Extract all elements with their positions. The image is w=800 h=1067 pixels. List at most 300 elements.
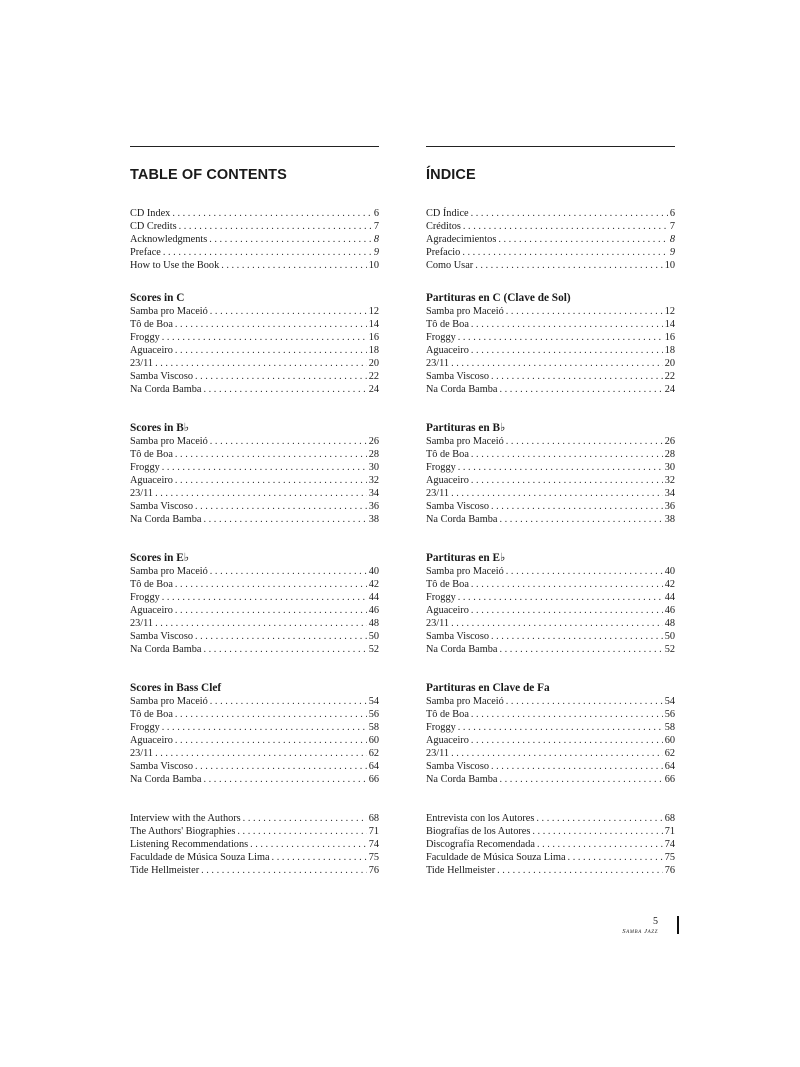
entry-page-number: 26 xyxy=(368,436,379,447)
dot-leader xyxy=(162,331,367,344)
entry-page-number: 26 xyxy=(664,436,675,447)
entry-page-number: 10 xyxy=(664,260,675,271)
toc-section xyxy=(426,812,675,877)
toc-section xyxy=(426,292,675,396)
toc-entry xyxy=(130,383,379,396)
toc-entry xyxy=(426,461,675,474)
toc-entry xyxy=(426,357,675,370)
entry-label: Samba pro Maceió xyxy=(130,566,208,577)
toc-entry xyxy=(130,474,379,487)
entry-label: Tide Hellmeister xyxy=(130,865,200,876)
entry-page-number: 48 xyxy=(368,618,379,629)
entry-label: Froggy xyxy=(426,592,456,603)
dot-leader xyxy=(163,246,372,259)
entry-label: Na Corda Bamba xyxy=(426,644,498,655)
dot-leader xyxy=(210,565,367,578)
entry-page-number: 76 xyxy=(368,865,379,876)
entry-page-number: 75 xyxy=(368,852,379,863)
toc-entry xyxy=(130,487,379,500)
entry-label: The Authors' Biographies xyxy=(130,826,236,837)
entry-label: Tô de Boa xyxy=(426,449,469,460)
entry-label: Biografías de los Autores xyxy=(426,826,531,837)
toc-entry xyxy=(130,604,379,617)
entry-label: Tô de Boa xyxy=(426,579,469,590)
toc-entry xyxy=(130,207,379,220)
entry-page-number: 24 xyxy=(368,384,379,395)
entry-page-number: 68 xyxy=(368,813,379,824)
entry-page-number: 6 xyxy=(373,208,379,219)
entry-label: Na Corda Bamba xyxy=(130,644,202,655)
dot-leader xyxy=(179,220,372,233)
indice-sections xyxy=(426,207,675,877)
entry-label: Na Corda Bamba xyxy=(130,514,202,525)
dot-leader xyxy=(536,812,662,825)
entry-label: Samba pro Maceió xyxy=(426,696,504,707)
dot-leader xyxy=(175,604,367,617)
toc-entry xyxy=(130,760,379,773)
toc-entry xyxy=(130,643,379,656)
entry-page-number: 46 xyxy=(664,605,675,616)
entry-label: Samba Viscoso xyxy=(130,631,193,642)
dot-leader xyxy=(172,207,372,220)
toc-entry xyxy=(426,331,675,344)
entry-label: Froggy xyxy=(426,462,456,473)
entry-page-number: 20 xyxy=(368,358,379,369)
toc-entry xyxy=(426,604,675,617)
entry-page-number: 14 xyxy=(664,319,675,330)
entry-page-number: 7 xyxy=(373,221,379,232)
entry-label: Tô de Boa xyxy=(130,579,173,590)
entry-label: Samba Viscoso xyxy=(130,371,193,382)
dot-leader xyxy=(458,461,663,474)
toc-entry xyxy=(426,812,675,825)
toc-section xyxy=(130,682,379,786)
section-heading: Partituras en E♭ xyxy=(426,552,506,564)
dot-leader xyxy=(195,370,367,383)
dot-leader xyxy=(204,513,367,526)
indice-title: ÍNDICE xyxy=(426,167,476,183)
toc-entry xyxy=(426,747,675,760)
dot-leader xyxy=(500,643,663,656)
entry-label: Aguaceiro xyxy=(130,735,173,746)
entry-label: 23/11 xyxy=(426,618,450,629)
entry-page-number: 12 xyxy=(664,306,675,317)
toc-entry xyxy=(426,838,675,851)
toc-entry xyxy=(426,370,675,383)
entry-label: Agradecimientos xyxy=(426,234,497,245)
entry-page-number: 22 xyxy=(664,371,675,382)
entry-page-number: 9 xyxy=(373,247,379,258)
dot-leader xyxy=(471,578,663,591)
top-rule xyxy=(130,146,379,147)
entry-label: Na Corda Bamba xyxy=(130,384,202,395)
dot-leader xyxy=(201,864,367,877)
entry-label: Samba pro Maceió xyxy=(426,306,504,317)
dot-leader xyxy=(471,474,663,487)
entry-page-number: 28 xyxy=(368,449,379,460)
toc-entry xyxy=(130,331,379,344)
dot-leader xyxy=(175,708,367,721)
dot-leader xyxy=(175,318,367,331)
entry-label: Samba pro Maceió xyxy=(130,696,208,707)
entry-label: Tô de Boa xyxy=(130,709,173,720)
dot-leader xyxy=(210,695,367,708)
entry-page-number: 60 xyxy=(664,735,675,746)
dot-leader xyxy=(195,760,367,773)
entry-page-number: 42 xyxy=(368,579,379,590)
dot-leader xyxy=(497,864,663,877)
toc-entry xyxy=(426,435,675,448)
entry-page-number: 38 xyxy=(368,514,379,525)
entry-page-number: 22 xyxy=(368,371,379,382)
dot-leader xyxy=(451,487,663,500)
entry-label: Aguaceiro xyxy=(130,605,173,616)
entry-label: Prefacio xyxy=(426,247,461,258)
entry-page-number: 76 xyxy=(664,865,675,876)
entry-label: Aguaceiro xyxy=(426,345,469,356)
toc-spanish-column xyxy=(426,146,675,877)
toc-entry xyxy=(130,513,379,526)
dot-leader xyxy=(155,357,367,370)
toc-section xyxy=(426,552,675,656)
entry-page-number: 32 xyxy=(664,475,675,486)
toc-entry xyxy=(426,448,675,461)
entry-label: Samba pro Maceió xyxy=(426,436,504,447)
dot-leader xyxy=(195,500,367,513)
toc-entry xyxy=(426,305,675,318)
entry-page-number: 66 xyxy=(368,774,379,785)
section-heading: Scores in E♭ xyxy=(130,552,190,564)
entry-label: 23/11 xyxy=(426,748,450,759)
dot-leader xyxy=(175,448,367,461)
toc-entry xyxy=(130,630,379,643)
entry-page-number: 8 xyxy=(373,234,379,245)
entry-label: Samba Viscoso xyxy=(426,761,489,772)
entry-label: Samba pro Maceió xyxy=(426,566,504,577)
dot-leader xyxy=(471,344,663,357)
toc-entry xyxy=(130,721,379,734)
entry-page-number: 30 xyxy=(664,462,675,473)
toc-section xyxy=(426,422,675,526)
dot-leader xyxy=(532,825,662,838)
toc-section xyxy=(130,207,379,272)
entry-label: 23/11 xyxy=(426,488,450,499)
entry-label: Froggy xyxy=(426,722,456,733)
entry-page-number: 58 xyxy=(368,722,379,733)
section-heading: Partituras en C (Clave de Sol) xyxy=(426,292,571,304)
entry-label: Faculdade de Música Souza Lima xyxy=(426,852,566,863)
dot-leader xyxy=(506,435,663,448)
toc-entry xyxy=(130,246,379,259)
toc-entry xyxy=(426,760,675,773)
dot-leader xyxy=(458,721,663,734)
dot-leader xyxy=(475,259,663,272)
entry-page-number: 50 xyxy=(664,631,675,642)
toc-entry xyxy=(130,838,379,851)
dot-leader xyxy=(250,838,367,851)
entry-page-number: 56 xyxy=(664,709,675,720)
entry-label: Aguaceiro xyxy=(130,475,173,486)
entry-page-number: 44 xyxy=(664,592,675,603)
entry-page-number: 64 xyxy=(664,761,675,772)
toc-entry xyxy=(426,500,675,513)
dot-leader xyxy=(500,383,663,396)
toc-entry xyxy=(426,630,675,643)
toc-entry xyxy=(130,851,379,864)
dot-leader xyxy=(155,487,367,500)
entry-label: 23/11 xyxy=(426,358,450,369)
toc-entry xyxy=(426,734,675,747)
toc-entry xyxy=(130,695,379,708)
entry-label: Tô de Boa xyxy=(130,319,173,330)
toc-sections xyxy=(130,207,379,877)
dot-leader xyxy=(491,500,663,513)
toc-english-column xyxy=(130,146,379,877)
toc-entry xyxy=(130,318,379,331)
toc-entry xyxy=(130,617,379,630)
dot-leader xyxy=(491,370,663,383)
toc-entry xyxy=(426,344,675,357)
entry-label: Samba Viscoso xyxy=(426,371,489,382)
entry-label: 23/11 xyxy=(130,488,154,499)
entry-label: Samba pro Maceió xyxy=(130,436,208,447)
entry-label: Samba Viscoso xyxy=(426,631,489,642)
entry-page-number: 71 xyxy=(368,826,379,837)
toc-entry xyxy=(130,812,379,825)
toc-entry xyxy=(130,773,379,786)
entry-page-number: 48 xyxy=(664,618,675,629)
entry-page-number: 36 xyxy=(368,501,379,512)
toc-entry xyxy=(130,500,379,513)
dot-leader xyxy=(462,246,668,259)
entry-page-number: 36 xyxy=(664,501,675,512)
dot-leader xyxy=(195,630,367,643)
dot-leader xyxy=(162,721,367,734)
entry-label: Listening Recommendations xyxy=(130,839,249,850)
toc-section xyxy=(426,207,675,272)
dot-leader xyxy=(506,565,663,578)
entry-page-number: 56 xyxy=(368,709,379,720)
toc-section xyxy=(130,812,379,877)
dot-leader xyxy=(498,233,668,246)
entry-page-number: 54 xyxy=(664,696,675,707)
entry-label: Créditos xyxy=(426,221,461,232)
dot-leader xyxy=(458,591,663,604)
dot-leader xyxy=(175,474,367,487)
toc-entry xyxy=(426,643,675,656)
entry-page-number: 68 xyxy=(664,813,675,824)
entry-page-number: 7 xyxy=(669,221,675,232)
toc-entry xyxy=(130,461,379,474)
toc-entry xyxy=(130,565,379,578)
toc-entry xyxy=(426,864,675,877)
toc-entry xyxy=(426,246,675,259)
entry-label: Preface xyxy=(130,247,161,258)
entry-label: Entrevista con los Autores xyxy=(426,813,535,824)
entry-page-number: 24 xyxy=(664,384,675,395)
toc-entry xyxy=(130,344,379,357)
entry-page-number: 52 xyxy=(368,644,379,655)
toc-entry xyxy=(130,259,379,272)
dot-leader xyxy=(162,461,367,474)
dot-leader xyxy=(506,695,663,708)
entry-label: 23/11 xyxy=(130,358,154,369)
entry-page-number: 16 xyxy=(664,332,675,343)
entry-page-number: 32 xyxy=(368,475,379,486)
entry-label: Tô de Boa xyxy=(426,709,469,720)
toc-entry xyxy=(426,825,675,838)
entry-label: Tô de Boa xyxy=(130,449,173,460)
dot-leader xyxy=(471,207,668,220)
top-rule xyxy=(426,146,675,147)
entry-label: Froggy xyxy=(130,722,160,733)
toc-entry xyxy=(130,448,379,461)
entry-page-number: 71 xyxy=(664,826,675,837)
dot-leader xyxy=(471,604,663,617)
section-heading: Partituras en B♭ xyxy=(426,422,506,434)
dot-leader xyxy=(451,617,663,630)
entry-page-number: 6 xyxy=(669,208,675,219)
dot-leader xyxy=(175,578,367,591)
dot-leader xyxy=(471,318,663,331)
dot-leader xyxy=(463,220,668,233)
dot-leader xyxy=(451,357,663,370)
dot-leader xyxy=(155,747,367,760)
section-heading: Scores in C xyxy=(130,292,185,304)
entry-label: 23/11 xyxy=(130,748,154,759)
toc-entry xyxy=(426,773,675,786)
entry-label: Tide Hellmeister xyxy=(426,865,496,876)
toc-entry xyxy=(426,220,675,233)
entry-label: Tô de Boa xyxy=(426,319,469,330)
entry-page-number: 9 xyxy=(669,247,675,258)
entry-page-number: 74 xyxy=(664,839,675,850)
dot-leader xyxy=(221,259,366,272)
dot-leader xyxy=(272,851,367,864)
entry-label: How to Use the Book xyxy=(130,260,220,271)
toc-entry xyxy=(426,708,675,721)
entry-page-number: 54 xyxy=(368,696,379,707)
entry-label: Aguaceiro xyxy=(426,735,469,746)
section-heading: Scores in Bass Clef xyxy=(130,682,222,694)
toc-entry xyxy=(426,233,675,246)
dot-leader xyxy=(209,233,372,246)
toc-entry xyxy=(130,708,379,721)
toc-entry xyxy=(426,487,675,500)
toc-entry xyxy=(426,513,675,526)
entry-page-number: 10 xyxy=(368,260,379,271)
entry-label: Na Corda Bamba xyxy=(426,514,498,525)
section-heading: Scores in B♭ xyxy=(130,422,190,434)
entry-label: Samba pro Maceió xyxy=(130,306,208,317)
toc-title: TABLE OF CONTENTS xyxy=(130,167,287,183)
entry-label: Froggy xyxy=(130,592,160,603)
toc-entry xyxy=(130,220,379,233)
toc-entry xyxy=(130,734,379,747)
entry-page-number: 8 xyxy=(669,234,675,245)
toc-entry xyxy=(426,383,675,396)
toc-entry xyxy=(130,435,379,448)
entry-label: Samba Viscoso xyxy=(130,501,193,512)
dot-leader xyxy=(471,734,663,747)
entry-page-number: 66 xyxy=(664,774,675,785)
dot-leader xyxy=(204,383,367,396)
entry-label: CD Índice xyxy=(426,208,469,219)
dot-leader xyxy=(500,513,663,526)
toc-entry xyxy=(130,357,379,370)
dot-leader xyxy=(500,773,663,786)
section-heading: Partituras en Clave de Fa xyxy=(426,682,550,694)
entry-page-number: 60 xyxy=(368,735,379,746)
dot-leader xyxy=(506,305,663,318)
entry-label: 23/11 xyxy=(130,618,154,629)
dot-leader xyxy=(162,591,367,604)
entry-page-number: 34 xyxy=(664,488,675,499)
entry-page-number: 64 xyxy=(368,761,379,772)
entry-page-number: 14 xyxy=(368,319,379,330)
entry-label: CD Credits xyxy=(130,221,177,232)
entry-page-number: 12 xyxy=(368,306,379,317)
entry-page-number: 75 xyxy=(664,852,675,863)
toc-entry xyxy=(426,851,675,864)
entry-page-number: 16 xyxy=(368,332,379,343)
running-title: Samba Jazz xyxy=(622,928,658,935)
entry-label: Interview with the Authors xyxy=(130,813,241,824)
entry-page-number: 34 xyxy=(368,488,379,499)
entry-label: Aguaceiro xyxy=(426,475,469,486)
dot-leader xyxy=(175,734,367,747)
toc-entry xyxy=(130,233,379,246)
toc-entry xyxy=(130,305,379,318)
entry-page-number: 28 xyxy=(664,449,675,460)
dot-leader xyxy=(210,305,367,318)
entry-label: Na Corda Bamba xyxy=(130,774,202,785)
dot-leader xyxy=(537,838,663,851)
toc-entry xyxy=(426,474,675,487)
entry-page-number: 58 xyxy=(664,722,675,733)
toc-entry xyxy=(426,259,675,272)
entry-page-number: 46 xyxy=(368,605,379,616)
toc-entry xyxy=(426,721,675,734)
entry-label: Na Corda Bamba xyxy=(426,774,498,785)
entry-page-number: 18 xyxy=(368,345,379,356)
entry-page-number: 40 xyxy=(368,566,379,577)
entry-label: Aguaceiro xyxy=(130,345,173,356)
dot-leader xyxy=(458,331,663,344)
entry-page-number: 42 xyxy=(664,579,675,590)
toc-entry xyxy=(426,617,675,630)
page-number: 5 xyxy=(653,916,658,927)
toc-entry xyxy=(130,591,379,604)
entry-page-number: 30 xyxy=(368,462,379,473)
toc-entry xyxy=(426,207,675,220)
dot-leader xyxy=(451,747,663,760)
entry-label: Froggy xyxy=(130,462,160,473)
dot-leader xyxy=(243,812,367,825)
toc-entry xyxy=(130,747,379,760)
dot-leader xyxy=(204,643,367,656)
toc-entry xyxy=(426,591,675,604)
toc-entry xyxy=(130,825,379,838)
toc-entry xyxy=(130,370,379,383)
entry-page-number: 62 xyxy=(368,748,379,759)
dot-leader xyxy=(568,851,663,864)
entry-label: Aguaceiro xyxy=(426,605,469,616)
entry-page-number: 44 xyxy=(368,592,379,603)
toc-section xyxy=(130,552,379,656)
entry-label: Discografía Recomendada xyxy=(426,839,535,850)
dot-leader xyxy=(204,773,367,786)
